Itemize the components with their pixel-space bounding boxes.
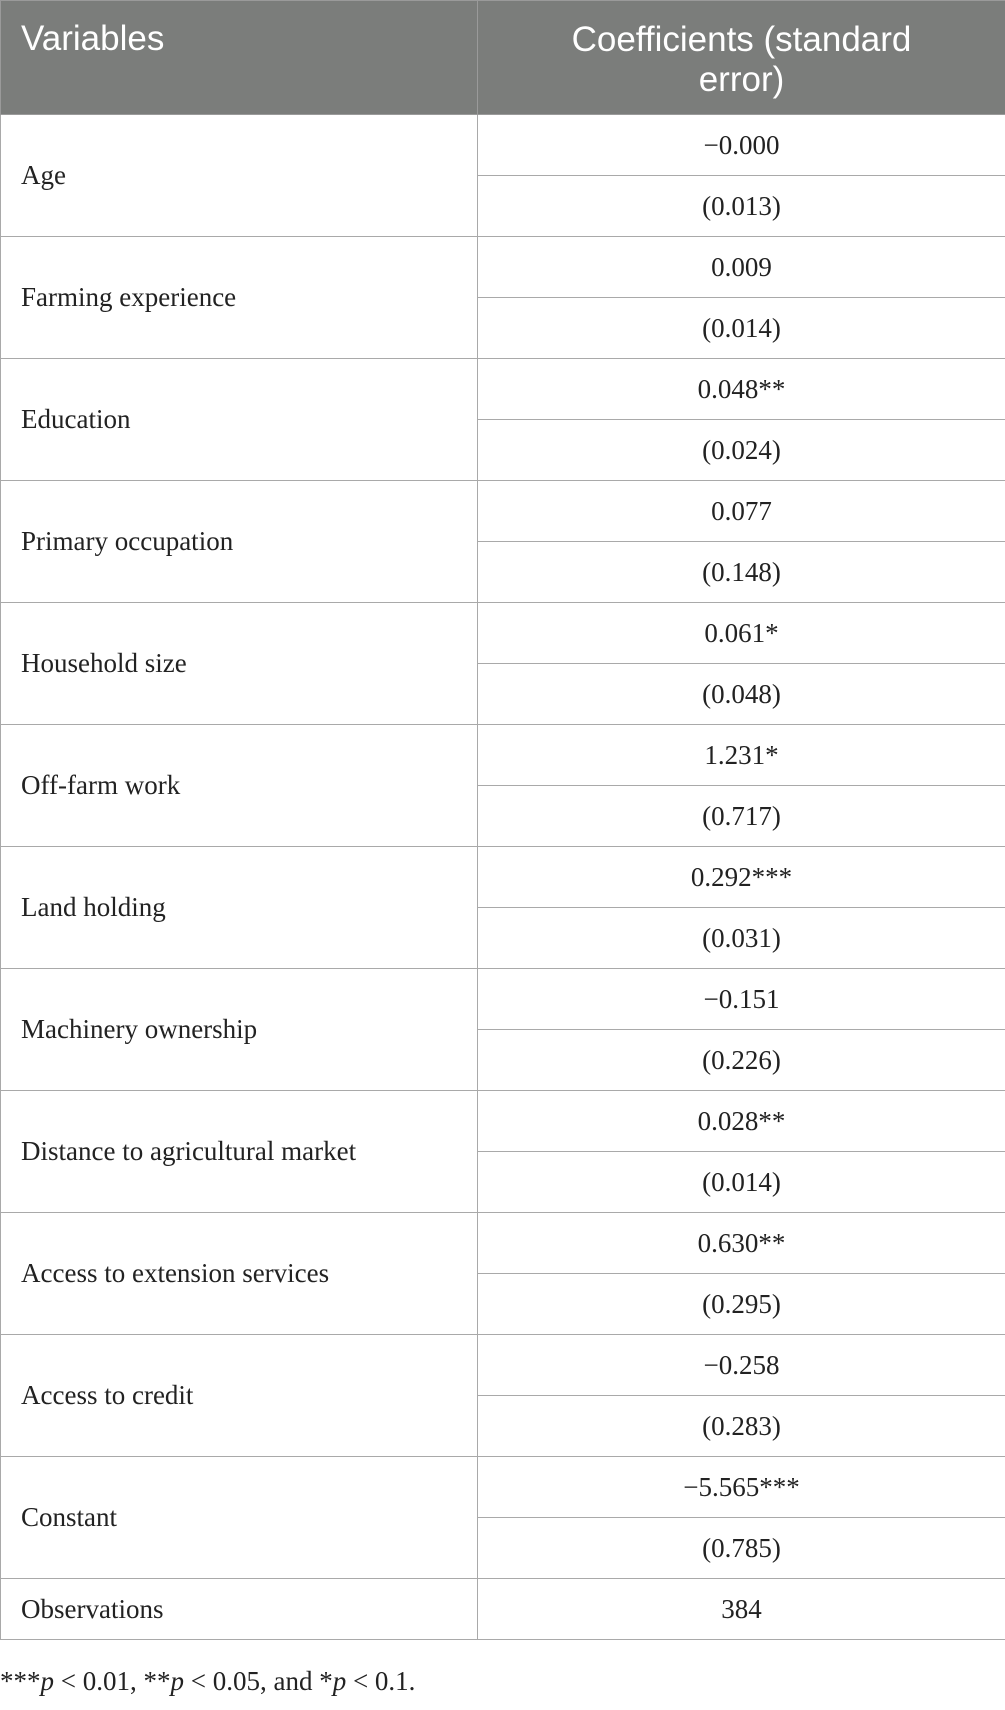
standard-error-cell: (0.013)	[478, 176, 1005, 237]
coefficient-cell: 1.231*	[478, 725, 1005, 786]
variable-name-cell: Access to credit	[1, 1335, 478, 1457]
coefficient-cell: −0.258	[478, 1335, 1005, 1396]
coefficient-cell: −5.565***	[478, 1457, 1005, 1518]
table-row	[1, 847, 1005, 908]
footnote-part: p	[332, 1666, 347, 1696]
table-row	[1, 1335, 1005, 1396]
table-body	[1, 115, 1005, 1640]
table-row	[1, 1091, 1005, 1152]
table-row	[1, 969, 1005, 1030]
variable-name-cell: Age	[1, 115, 478, 237]
table-row	[1, 359, 1005, 420]
table-header-row	[1, 1, 1005, 115]
footnote-part: p	[170, 1666, 184, 1696]
footnote-part: < 0.05, and *	[183, 1666, 333, 1696]
variable-name-cell: Distance to agricultural market	[1, 1091, 478, 1213]
table-row	[1, 237, 1005, 298]
table-row	[1, 603, 1005, 664]
observations-row	[1, 1579, 1005, 1640]
variable-name-cell: Constant	[1, 1457, 478, 1579]
footnote-part: p	[40, 1666, 54, 1696]
footnote-part: ***	[0, 1666, 41, 1696]
coefficient-cell: 0.009	[478, 237, 1005, 298]
standard-error-cell: (0.024)	[478, 420, 1005, 481]
coefficient-cell: 0.630**	[478, 1213, 1005, 1274]
coefficient-cell: −0.151	[478, 969, 1005, 1030]
standard-error-cell: (0.226)	[478, 1030, 1005, 1091]
coefficient-cell: 0.028**	[478, 1091, 1005, 1152]
table-row	[1, 725, 1005, 786]
standard-error-cell: (0.014)	[478, 298, 1005, 359]
table-row	[1, 1213, 1005, 1274]
coefficient-cell: 0.077	[478, 481, 1005, 542]
standard-error-cell: (0.148)	[478, 542, 1005, 603]
variable-name-cell: Primary occupation	[1, 481, 478, 603]
variable-name-cell: Machinery ownership	[1, 969, 478, 1091]
variable-name-cell: Farming experience	[1, 237, 478, 359]
table-footnote	[0, 1666, 415, 1697]
standard-error-cell: (0.031)	[478, 908, 1005, 969]
variable-name-cell: Access to extension services	[1, 1213, 478, 1335]
table-row	[1, 481, 1005, 542]
standard-error-cell: (0.048)	[478, 664, 1005, 725]
standard-error-cell: (0.283)	[478, 1396, 1005, 1457]
variable-name-cell: Land holding	[1, 847, 478, 969]
observations-value: 384	[478, 1579, 1005, 1640]
variable-name-cell: Household size	[1, 603, 478, 725]
coefficient-cell: 0.061*	[478, 603, 1005, 664]
footnote-part: < 0.1.	[346, 1666, 416, 1696]
standard-error-cell: (0.717)	[478, 786, 1005, 847]
standard-error-cell: (0.295)	[478, 1274, 1005, 1335]
observations-label: Observations	[1, 1579, 478, 1640]
standard-error-cell: (0.785)	[478, 1518, 1005, 1579]
coefficient-cell: 0.048**	[478, 359, 1005, 420]
standard-error-cell: (0.014)	[478, 1152, 1005, 1213]
table-row	[1, 115, 1005, 176]
table-row	[1, 1457, 1005, 1518]
header-variables: Variables	[1, 1, 478, 115]
coefficient-cell: 0.292***	[478, 847, 1005, 908]
coefficient-cell: −0.000	[478, 115, 1005, 176]
header-coefficients: Coefficients (standard error)	[478, 1, 1005, 115]
footnote-part: < 0.01, **	[54, 1666, 171, 1696]
variable-name-cell: Off-farm work	[1, 725, 478, 847]
variable-name-cell: Education	[1, 359, 478, 481]
